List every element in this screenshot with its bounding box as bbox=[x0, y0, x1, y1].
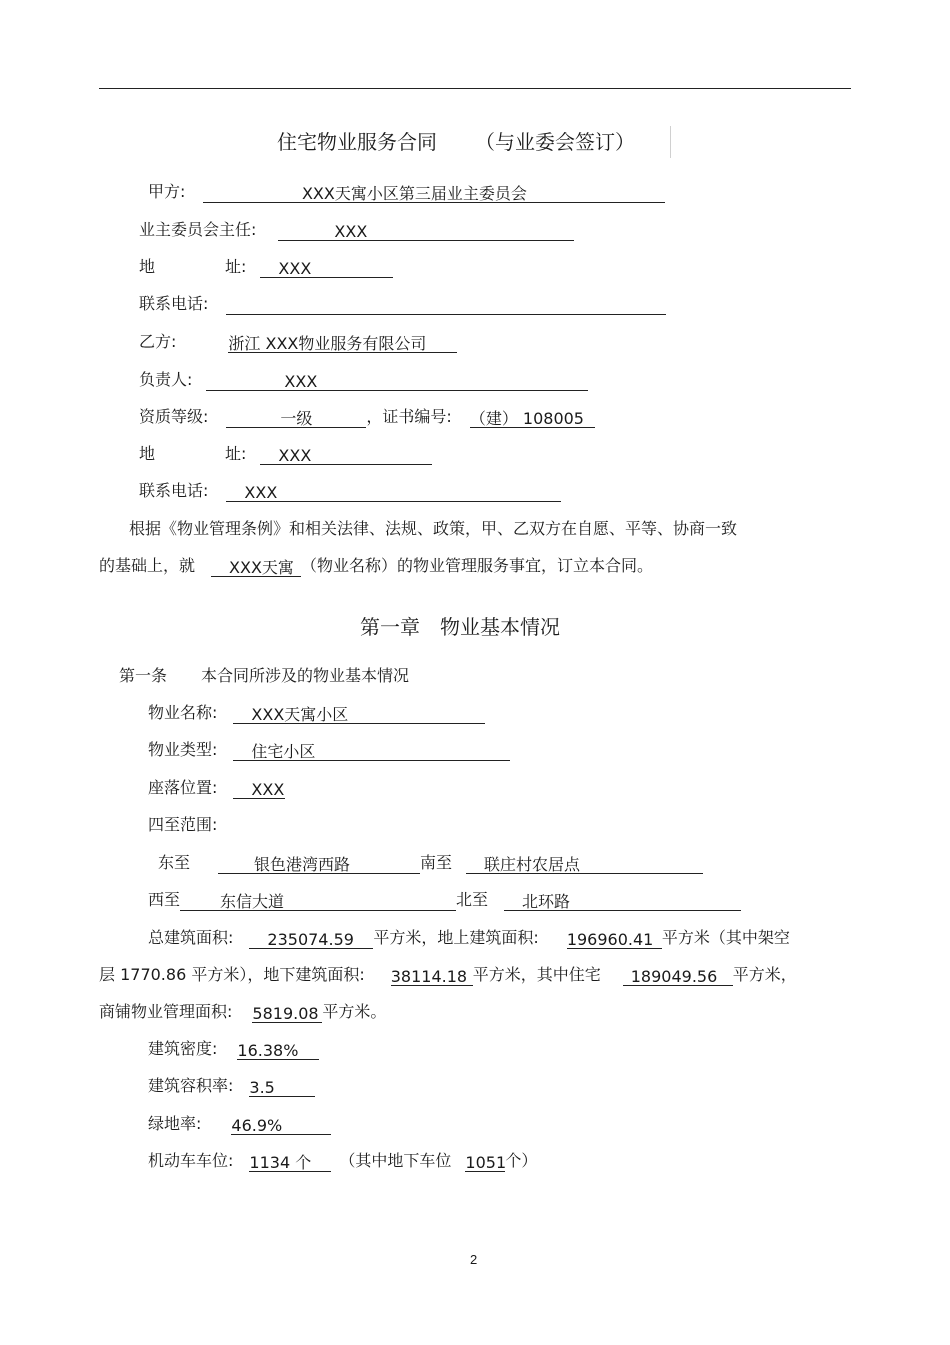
total-area-label: 总建筑面积: bbox=[148, 928, 234, 947]
party-a-phone-label: 联系电话: bbox=[139, 294, 209, 313]
party-b-phone-label: 联系电话: bbox=[139, 481, 209, 500]
south-value: 联庄村农居点 bbox=[466, 854, 703, 874]
contract-title bbox=[277, 128, 635, 156]
area-text-2: 平方米（其中架空 bbox=[661, 928, 790, 947]
grade-label: 资质等级: bbox=[139, 407, 209, 426]
green-row bbox=[148, 1113, 331, 1135]
parking-row bbox=[148, 1150, 537, 1172]
density-label: 建筑密度: bbox=[148, 1039, 218, 1058]
grade-row bbox=[139, 406, 595, 428]
party-b-address-label-2: 址: bbox=[225, 444, 247, 463]
preamble-suffix: （物业名称）的物业管理服务事宜，订立本合同。 bbox=[301, 556, 654, 575]
article-1-heading bbox=[119, 665, 409, 687]
party-a-address-value: XXX bbox=[260, 258, 393, 278]
property-name-label: 物业名称: bbox=[148, 703, 218, 722]
location-row bbox=[148, 777, 285, 799]
article-title: 本合同所涉及的物业基本情况 bbox=[201, 666, 410, 685]
party-b-label: 乙方: bbox=[139, 332, 177, 351]
property-name-value: XXX天寓小区 bbox=[233, 704, 485, 724]
party-a-address-label-1: 地 bbox=[139, 257, 156, 276]
party-a-address-label-2: 址: bbox=[225, 257, 247, 276]
director-label: 业主委员会主任: bbox=[139, 220, 257, 239]
area-text-4: 平方米， bbox=[732, 965, 797, 984]
grade-value: 一级 bbox=[226, 408, 366, 428]
parking-underground-prefix: （其中地下车位 bbox=[339, 1151, 452, 1170]
east-south-row bbox=[158, 852, 703, 874]
parking-label: 机动车车位: bbox=[148, 1151, 234, 1170]
far-value: 3.5 bbox=[249, 1077, 315, 1097]
party-b-value: 浙江 XXX物业服务有限公司 bbox=[228, 333, 457, 353]
party-a-label: 甲方: bbox=[148, 182, 186, 201]
area-row-1 bbox=[148, 927, 790, 949]
north-label: 北至 bbox=[456, 890, 489, 909]
area-text-1: 平方米，地上建筑面积: bbox=[373, 928, 539, 947]
director-value: XXX bbox=[278, 221, 574, 241]
party-a-row bbox=[148, 181, 665, 203]
title-box-edge bbox=[670, 126, 671, 158]
preamble-line-2 bbox=[99, 555, 653, 577]
location-label: 座落位置: bbox=[148, 778, 218, 797]
title-main: 住宅物业服务合同 bbox=[277, 130, 437, 154]
west-label: 西至 bbox=[148, 890, 181, 909]
preamble-line-1: 根据《物业管理条例》和相关法律、法规、政策，甲、乙双方在自愿、平等、协商一致 bbox=[129, 519, 738, 538]
party-b-address-label-1: 地 bbox=[139, 444, 156, 463]
property-type-value: 住宅小区 bbox=[233, 741, 510, 761]
article-number: 第一条 bbox=[119, 666, 168, 685]
property-name-row bbox=[148, 702, 485, 724]
chapter-title: 第一章 物业基本情况 bbox=[360, 615, 560, 639]
party-b-address-value: XXX bbox=[260, 445, 432, 465]
manager-value: XXX bbox=[206, 371, 588, 391]
party-b-phone-row bbox=[139, 480, 561, 502]
party-a-address-row bbox=[139, 256, 393, 278]
area-row-2 bbox=[99, 964, 797, 986]
cert-label: ，证书编号: bbox=[366, 407, 452, 426]
manager-row bbox=[139, 369, 588, 391]
party-b-address-row bbox=[139, 443, 432, 465]
commercial-row bbox=[99, 1001, 386, 1023]
west-value: 东信大道 bbox=[180, 891, 456, 911]
page-number: 2 bbox=[470, 1252, 478, 1267]
location-value: XXX bbox=[233, 779, 285, 799]
property-name-inline: XXX天寓 bbox=[211, 557, 301, 577]
party-b-phone-value: XXX bbox=[226, 482, 561, 502]
east-label: 东至 bbox=[158, 853, 191, 872]
commercial-label: 商铺物业管理面积: bbox=[99, 1002, 233, 1021]
east-value: 银色港湾西路 bbox=[218, 854, 420, 874]
area-text-5: 平方米。 bbox=[322, 1002, 387, 1021]
title-sub: （与业委会签订） bbox=[475, 130, 635, 154]
commercial-value: 5819.08 bbox=[252, 1003, 322, 1023]
far-row bbox=[148, 1075, 315, 1097]
property-type-label: 物业类型: bbox=[148, 740, 218, 759]
preamble-prefix: 的基础上，就 bbox=[99, 556, 196, 575]
above-ground-value: 196960.41 bbox=[567, 929, 662, 949]
green-label: 绿地率: bbox=[148, 1114, 202, 1133]
party-a-value: XXX天寓小区第三届业主委员会 bbox=[203, 183, 665, 203]
density-value: 16.38% bbox=[237, 1040, 319, 1060]
director-row bbox=[139, 219, 574, 241]
area-line-2-prefix: 层 1770.86 平方米），地下建筑面积: bbox=[99, 965, 365, 984]
south-label: 南至 bbox=[420, 853, 453, 872]
underground-value: 38114.18 bbox=[391, 966, 473, 986]
north-value: 北环路 bbox=[504, 891, 741, 911]
party-b-row bbox=[139, 331, 457, 353]
boundary-label: 四至范围: bbox=[148, 815, 218, 834]
parking-underground-value: 1051 bbox=[465, 1153, 507, 1172]
west-north-row bbox=[148, 889, 741, 911]
parking-underground-suffix: 个） bbox=[505, 1151, 538, 1170]
header-rule bbox=[99, 88, 851, 89]
cert-value: （建） 108005 bbox=[470, 408, 595, 428]
party-a-phone-value bbox=[226, 295, 666, 315]
density-row bbox=[148, 1038, 319, 1060]
total-area-value: 235074.59 bbox=[249, 929, 373, 949]
area-text-3: 平方米，其中住宅 bbox=[472, 965, 601, 984]
parking-value: 1134 个 bbox=[249, 1152, 331, 1172]
residential-value: 189049.56 bbox=[623, 966, 733, 986]
party-a-phone-row bbox=[139, 293, 666, 315]
manager-label: 负责人: bbox=[139, 370, 193, 389]
far-label: 建筑容积率: bbox=[148, 1076, 234, 1095]
green-value: 46.9% bbox=[231, 1115, 331, 1135]
property-type-row bbox=[148, 739, 510, 761]
